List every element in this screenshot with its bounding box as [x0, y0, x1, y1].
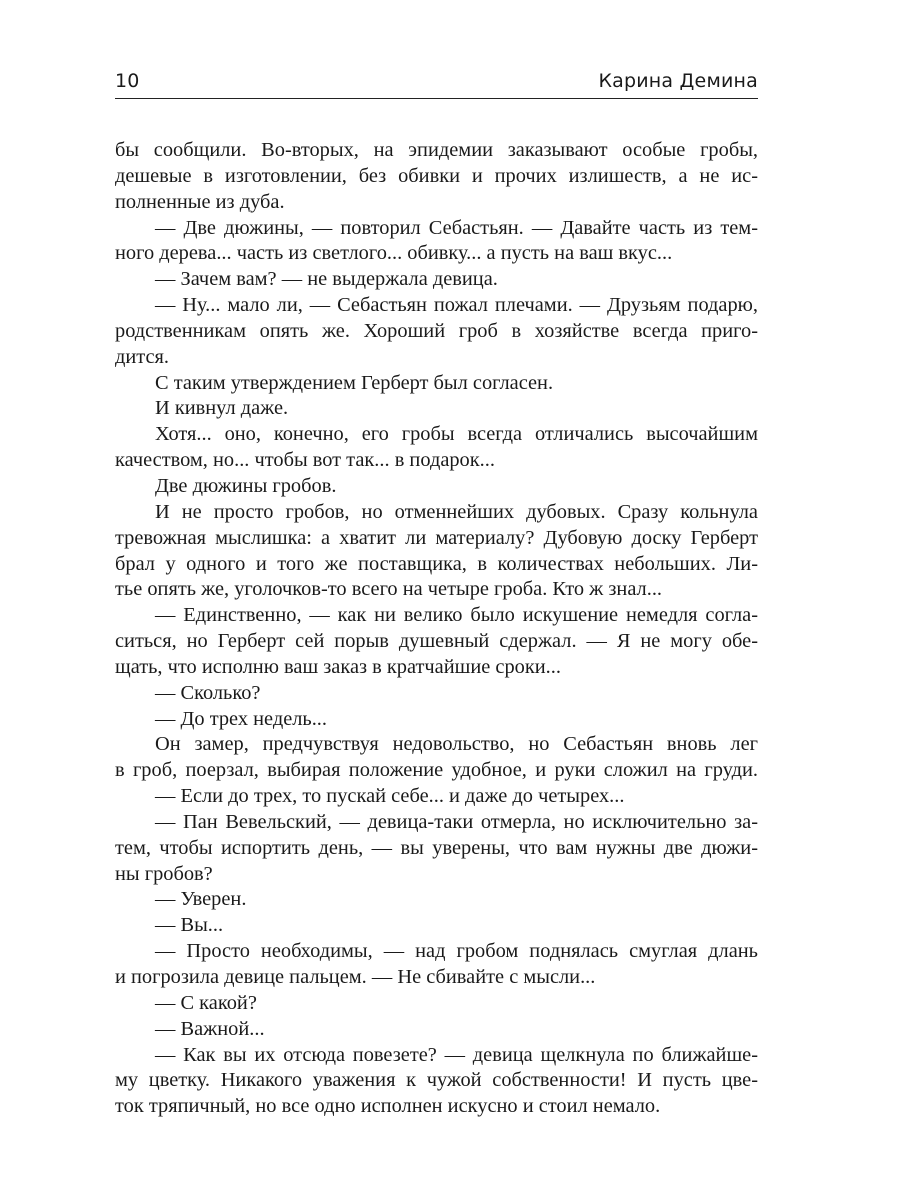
text-line: — Зачем вам? — не выдержала девица.: [155, 268, 498, 291]
text-line: тье опять же, уголочков-то всего на четыре гроба. Кто ж знал...: [115, 578, 663, 601]
text-line: — Две дюжины, — повторил Себастьян. — Давайте часть из тем-: [155, 216, 758, 239]
text-line: — Важной...: [155, 1017, 265, 1040]
text-line: — Пан Вевельский, — девица-таки отмерла, но исключительно за-: [155, 810, 758, 833]
text-line: — Если до трех, то пускай себе... и даже до четырех...: [155, 785, 625, 808]
text-line: — До трех недель...: [155, 707, 328, 730]
text-line: ситься, но Герберт сей порыв душевный сдержал. — Я не могу обе-: [115, 630, 758, 653]
text-line: И кивнул даже.: [155, 397, 289, 420]
text-line: полненные из дуба.: [115, 190, 285, 213]
text-line: — Уверен.: [155, 888, 247, 911]
text-line: Хотя... оно, конечно, его гробы всегда отличались высочайшим: [155, 423, 758, 446]
running-head-author: Карина Демина: [598, 70, 758, 92]
text-line: брал у одного и того же поставщика, в количествах небольших. Ли-: [115, 552, 758, 575]
text-line: качеством, но... чтобы вот так... в подарок...: [115, 449, 495, 472]
text-line: Он замер, предчувствуя недовольство, но Себастьян вновь лег: [155, 733, 758, 756]
text-line: дешевые в изготовлении, без обивки и прочих излишеств, а не ис-: [115, 164, 758, 187]
page-header: [115, 66, 758, 99]
text-line: — Просто необходимы, — над гробом поднялась смуглая длань: [155, 940, 758, 963]
text-line: ны гробов?: [115, 862, 213, 885]
text-line: — Сколько?: [155, 681, 261, 704]
text-line: в гроб, поерзал, выбирая положение удобное, и руки сложил на груди.: [115, 759, 758, 782]
text-line: ного дерева... часть из светлого... обивку... а пусть на ваш вкус...: [115, 242, 673, 265]
text-line: — Ну... мало ли, — Себастьян пожал плечами. — Друзьям подарю,: [155, 294, 758, 317]
text-line: тем, чтобы испортить день, — вы уверены, что вам нужны две дюжи-: [115, 836, 758, 859]
text-line: — Как вы их отсюда повезете? — девица щелкнула по ближайше-: [155, 1043, 758, 1066]
text-line: С таким утверждением Герберт был согласен.: [155, 371, 554, 394]
text-line: му цветку. Никакого уважения к чужой собственности! И пусть цве-: [115, 1069, 758, 1092]
text-line: тревожная мыслишка: а хватит ли материалу? Дубовую доску Герберт: [115, 526, 758, 549]
text-line: — Вы...: [155, 914, 224, 937]
page-number: 10: [115, 70, 140, 92]
text-line: родственникам опять же. Хороший гроб в хозяйстве всегда приго-: [115, 319, 758, 342]
text-line: и погрозила девице пальцем. — Не сбивайте с мысли...: [115, 966, 596, 988]
text-line: бы сообщили. Во-вторых, на эпидемии заказывают особые гробы,: [115, 139, 758, 161]
text-line: дится.: [115, 345, 169, 368]
text-line: ток тряпичный, но все одно исполнен искусно и стоил немало.: [115, 1095, 661, 1118]
body-text: [115, 138, 758, 1120]
text-line: — С какой?: [155, 991, 257, 1014]
text-line: — Единственно, — как ни велико было искушение немедля согла-: [155, 604, 758, 627]
text-line: И не просто гробов, но отменнейших дубовых. Сразу кольнула: [155, 500, 758, 523]
text-line: щать, что исполню ваш заказ в кратчайшие сроки...: [115, 655, 561, 678]
text-line: Две дюжины гробов.: [155, 474, 337, 497]
